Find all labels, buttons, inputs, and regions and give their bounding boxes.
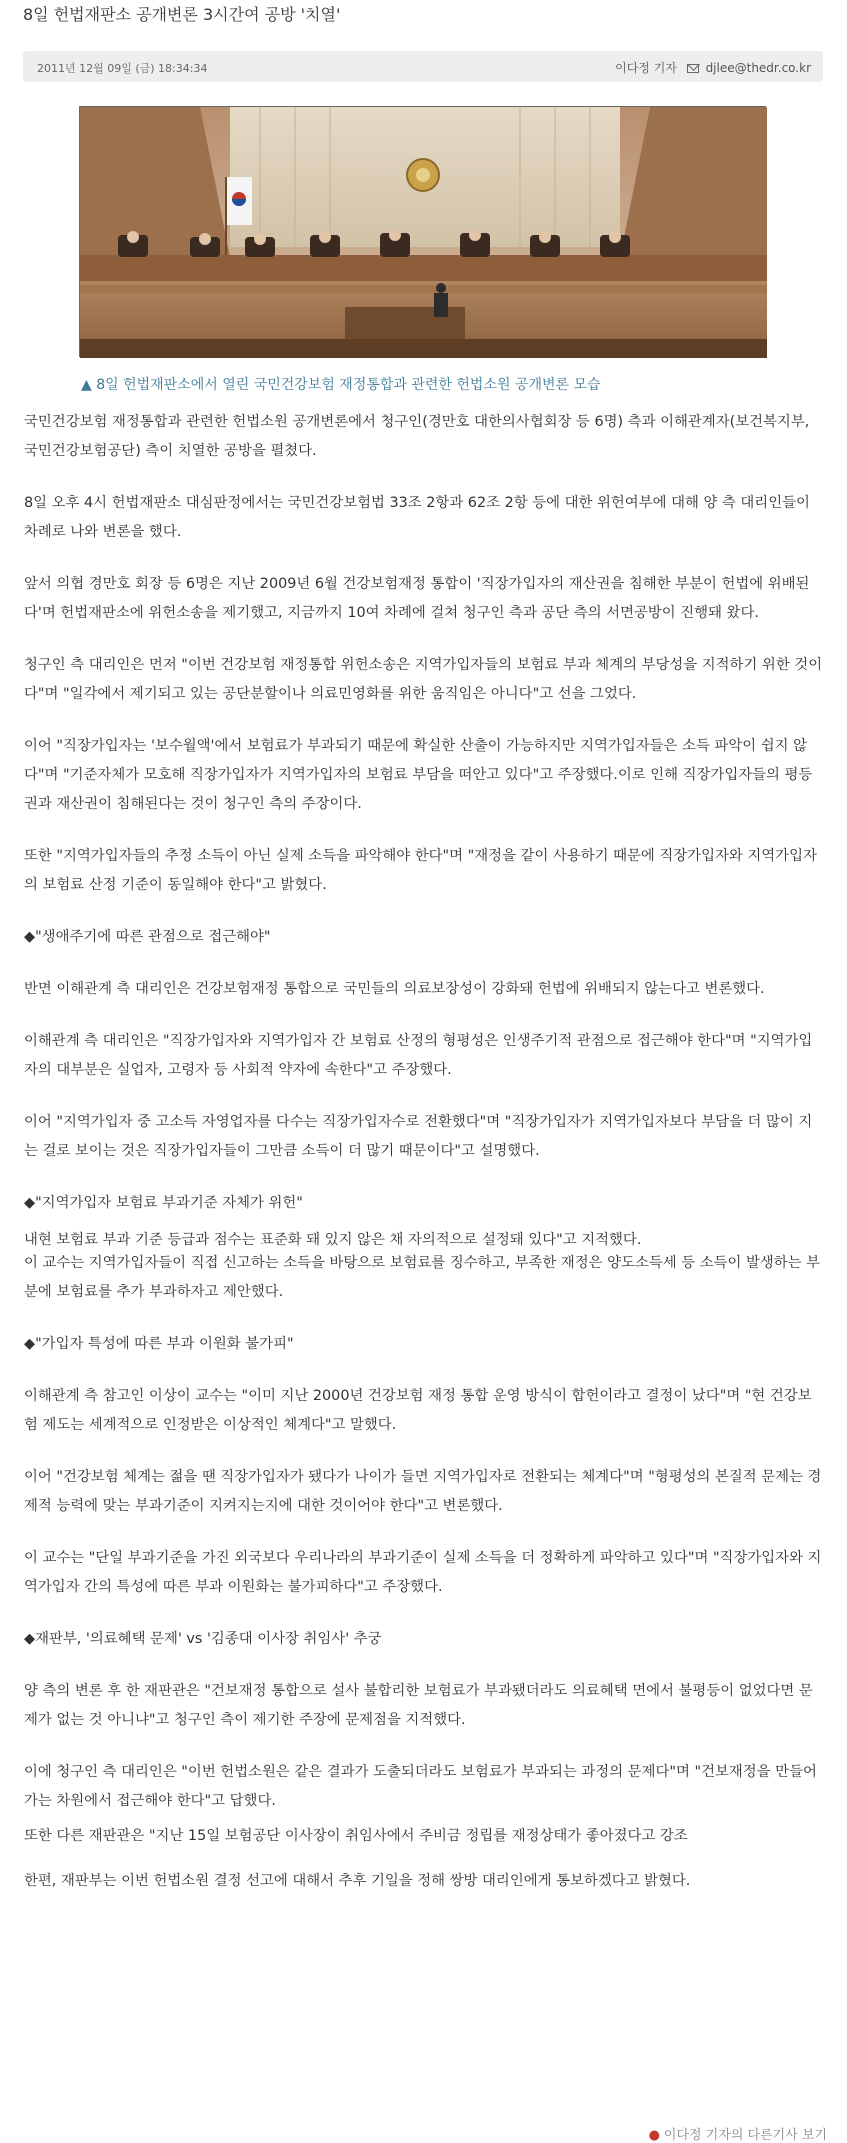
article-body [24, 408, 824, 1919]
clipped-line [24, 1220, 824, 1248]
article-paragraph: 이어 "건강보험 체계는 젊을 땐 직장가입자가 됐다가 나이가 들면 지역가입자로 전환되는 체계다"며 "형평성의 본질적 문제는 경제적 능력에 맞는 부과기준이 지켜지는지에 대한 것이어야 한다"고 변론했다. [24, 1469, 822, 1514]
more-articles-link[interactable] [649, 2124, 827, 2141]
more-articles-label[interactable]: 이다정 기자의 다른기사 보기 [663, 2128, 827, 2143]
courtroom-photo-graphic [80, 107, 767, 358]
article-paragraph: 또한 "지역가입자들의 추정 소득이 아닌 실제 소득을 파악해야 한다"며 "재정을 같이 사용하기 때문에 직장가입자와 지역가입자의 보험료 산정 기준이 동일해야 한다"고 밝혔다. [24, 848, 817, 893]
article-paragraph: 8일 오후 4시 헌법재판소 대심판정에서는 국민건강보험법 33조 2항과 62조 2항 등에 대한 위헌여부에 대해 양 측 대리인들이 차례로 나와 변론을 했다. [24, 495, 810, 540]
article-title: 8일 헌법재판소 공개변론 3시간여 공방 '치열' [23, 5, 341, 24]
article-paragraph: 이에 청구인 측 대리인은 "이번 헌법소원은 같은 결과가 도출되더라도 보험료가 부과되는 과정의 문제다"며 "건보재정을 만들어가는 차원에서 접근해야 한다"고 답했다. [24, 1764, 817, 1809]
article-paragraph: 반면 이해관계 측 대리인은 건강보험재정 통합으로 국민들의 의료보장성이 강화돼 헌법에 위배되지 않는다고 변론했다. [24, 981, 765, 997]
subheading: ◆재판부, '의료혜택 문제' vs '김종대 이사장 취임사' 추궁 [24, 1631, 382, 1647]
author-name: 이다정 기자 [615, 61, 677, 75]
author-email[interactable]: djlee@thedr.co.kr [705, 61, 811, 75]
article-paragraph: 이 교수는 지역가입자들이 직접 신고하는 소득을 바탕으로 보험료를 징수하고, 부족한 재정은 양도소득세 등 소득이 발생하는 부분에 보험료를 추가 부과하자고 제안했다. [24, 1255, 821, 1300]
author-info [615, 59, 811, 76]
courtroom-photo [79, 106, 766, 357]
clipped-line-text: 또한 다른 재판관은 "지난 15일 보험공단 이사장이 취임사에서 주비금 정립를 재정상태가 좋아졌다고 강조 [24, 1828, 688, 1844]
article-paragraph: 한편, 재판부는 이번 헌법소원 결정 선고에 대해서 추후 기일을 정해 쌍방 대리인에게 통보하겠다고 밝혔다. [24, 1873, 691, 1889]
clipped-line-text: 내현 보험료 부과 기준 등급과 점수는 표준화 돼 있지 않은 채 자의적으로 설정돼 있다"고 지적했다. [24, 1232, 642, 1248]
clipped-line [24, 1828, 824, 1853]
subheading: ◆"생애주기에 따른 관점으로 접근해야" [24, 929, 271, 945]
article-date: 2011년 12월 09일 (금) 18:34:34 [37, 62, 208, 75]
article-paragraph: 앞서 의협 경만호 회장 등 6명은 지난 2009년 6월 건강보험재정 통합이 '직장가입자의 재산권을 침해한 부분이 헌법에 위배된다'며 헌법재판소에 위헌소송을 제기했고, 지금까지 10여 차례에 걸쳐 청구인 측과 공단 측의 서면공방이 진행돼 왔다. [24, 576, 810, 621]
article-paragraph: 양 측의 변론 후 한 재판관은 "건보재정 통합으로 설사 불합리한 보험료가 부과됐더라도 의료혜택 면에서 불평등이 없었다면 문제가 없는 것 아니냐"고 청구인 측이 제기한 주장에 문제점을 지적했다. [24, 1683, 813, 1728]
article-paragraph: 청구인 측 대리인은 먼저 "이번 건강보험 재정통합 위헌소송은 지역가입자들의 보험료 부과 체계의 부당성을 지적하기 위한 것이다"며 "일각에서 제기되고 있는 공단분할이나 의료민영화를 위한 움직임은 아니다"고 선을 그었다. [24, 657, 823, 702]
mail-icon[interactable] [687, 64, 699, 73]
article-paragraph: 이 교수는 "단일 부과기준을 가진 외국보다 우리나라의 부과기준이 실제 소득을 더 정확하게 파악하고 있다"며 "직장가입자와 지역가입자 간의 특성에 따른 부과 이원화는 불가피하다"고 주장했다. [24, 1550, 822, 1595]
article-paragraph: 이해관계 측 대리인은 "직장가입자와 지역가입자 간 보험료 산정의 형평성은 인생주기적 관점으로 접근해야 한다"며 "지역가입자의 대부분은 실업자, 고령자 등 사회적 약자에 속한다"고 주장했다. [24, 1033, 813, 1078]
bullet-icon: ● [648, 2128, 660, 2143]
article-info-bar [23, 51, 823, 82]
subheading: ◆"지역가입자 보험료 부과기준 자체가 위헌" [24, 1195, 303, 1211]
article-paragraph: 국민건강보험 재정통합과 관련한 헌법소원 공개변론에서 청구인(경만호 대한의사협회장 등 6명) 측과 이해관계자(보건복지부, 국민건강보험공단) 측이 치열한 공방을 펼쳤다. [24, 414, 810, 459]
article-paragraph: 이해관계 측 참고인 이상이 교수는 "이미 지난 2000년 건강보험 재정 통합 운영 방식이 합헌이라고 결정이 났다"며 "현 건강보험 제도는 세계적으로 인정받은 이상적인 체계다"고 말했다. [24, 1388, 812, 1433]
photo-caption: ▲ 8일 헌법재판소에서 열린 국민건강보험 재정통합과 관련한 헌법소원 공개변론 모습 [81, 377, 601, 393]
article-paragraph: 이어 "지역가입자 중 고소득 자영업자를 다수는 직장가입자수로 전환했다"며 "직장가입자가 지역가입자보다 부담을 더 많이 지는 걸로 보이는 것은 직장가입자들이 그만큼 소득이 더 많기 때문이다"고 설명했다. [24, 1114, 813, 1159]
subheading: ◆"가입자 특성에 따른 부과 이원화 불가피" [24, 1336, 294, 1352]
article-paragraph: 이어 "직장가입자는 '보수월액'에서 보험료가 부과되기 때문에 확실한 산출이 가능하지만 지역가입자들은 소득 파악이 쉽지 않다"며 "기준자체가 모호해 직장가입자가 지역가입자의 보험료 부담을 떠안고 있다"고 주장했다.이로 인해 직장가입자들의 평등권과 재산권이 침해된다는 것이 청구인 측의 주장이다. [24, 738, 813, 812]
